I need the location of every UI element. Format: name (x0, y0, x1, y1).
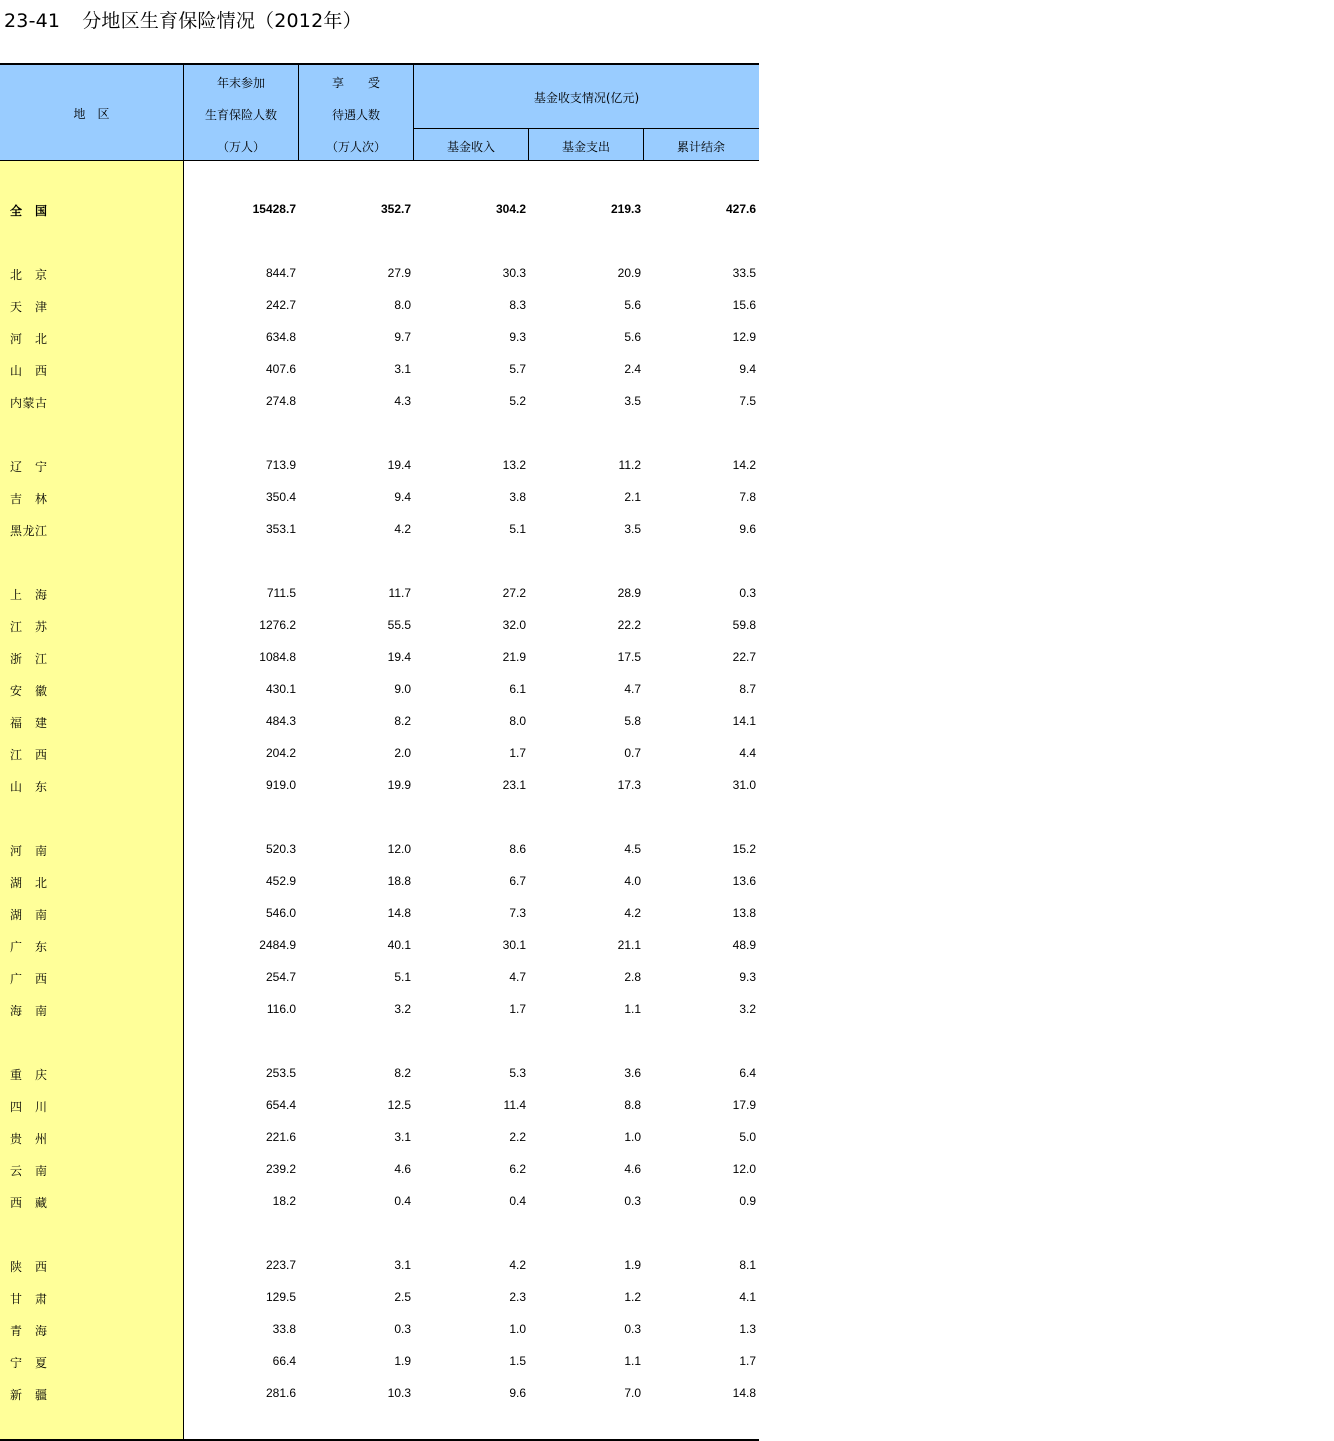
table-row (0, 648, 759, 668)
balance-cell: 14.1 (732, 714, 756, 728)
expense-cell: 4.2 (624, 906, 641, 920)
insured-cell: 15428.7 (252, 202, 296, 216)
income-cell: 304.2 (495, 202, 526, 216)
expense-cell: 5.6 (624, 330, 641, 344)
table-row (0, 1288, 759, 1308)
income-cell: 3.8 (509, 490, 526, 504)
table-row (0, 1160, 759, 1180)
insured-cell: 452.9 (265, 874, 296, 888)
balance-cell: 8.1 (739, 1258, 756, 1272)
balance-cell: 14.2 (732, 458, 756, 472)
region-cell: 陕 西 (10, 1260, 48, 1274)
balance-cell: 4.1 (739, 1290, 756, 1304)
region-cell: 河 北 (10, 332, 48, 346)
balance-cell: 15.6 (732, 298, 756, 312)
region-cell: 湖 南 (10, 908, 48, 922)
header-insured-line3: （万人） (216, 140, 265, 154)
table-row (0, 264, 759, 284)
region-cell: 安 徽 (10, 684, 48, 698)
header-fund-income: 基金收入 (446, 140, 495, 154)
balance-cell: 9.4 (739, 362, 756, 376)
beneficiaries-cell: 4.3 (394, 394, 411, 408)
balance-cell: 12.9 (732, 330, 756, 344)
insured-cell: 274.8 (265, 394, 296, 408)
expense-cell: 17.3 (617, 778, 641, 792)
insured-cell: 484.3 (265, 714, 296, 728)
insured-cell: 66.4 (272, 1354, 296, 1368)
table-row (0, 1320, 759, 1340)
insured-cell: 407.6 (265, 362, 296, 376)
balance-cell: 9.3 (739, 970, 756, 984)
header-fund-balance: 累计结余 (676, 140, 725, 154)
expense-cell: 219.3 (610, 202, 641, 216)
expense-cell: 4.6 (624, 1162, 641, 1176)
table-row (0, 680, 759, 700)
income-cell: 30.1 (502, 938, 526, 952)
region-cell: 重 庆 (10, 1068, 48, 1082)
region-cell: 浙 江 (10, 652, 48, 666)
region-cell: 福 建 (10, 716, 48, 730)
balance-cell: 12.0 (732, 1162, 756, 1176)
insured-cell: 129.5 (265, 1290, 296, 1304)
income-cell: 2.2 (509, 1130, 526, 1144)
region-cell: 山 东 (10, 780, 48, 794)
header-divider (643, 128, 644, 160)
beneficiaries-cell: 19.4 (387, 650, 411, 664)
beneficiaries-cell: 18.8 (387, 874, 411, 888)
income-cell: 8.0 (509, 714, 526, 728)
region-cell: 贵 州 (10, 1132, 48, 1146)
balance-cell: 7.5 (739, 394, 756, 408)
expense-cell: 4.0 (624, 874, 641, 888)
balance-cell: 9.6 (739, 522, 756, 536)
insured-cell: 634.8 (265, 330, 296, 344)
region-cell: 广 东 (10, 940, 48, 954)
region-column-background (0, 161, 183, 1439)
beneficiaries-cell: 12.0 (387, 842, 411, 856)
income-cell: 4.2 (509, 1258, 526, 1272)
beneficiaries-cell: 4.2 (394, 522, 411, 536)
region-cell: 北 京 (10, 268, 48, 282)
beneficiaries-cell: 8.2 (394, 714, 411, 728)
beneficiaries-cell: 3.1 (394, 362, 411, 376)
beneficiaries-cell: 3.2 (394, 1002, 411, 1016)
income-cell: 6.7 (509, 874, 526, 888)
region-cell: 全 国 (10, 204, 48, 218)
beneficiaries-cell: 1.9 (394, 1354, 411, 1368)
balance-cell: 13.6 (732, 874, 756, 888)
table-row (0, 584, 759, 604)
region-cell: 江 苏 (10, 620, 48, 634)
table-row (0, 296, 759, 316)
table-row (0, 712, 759, 732)
balance-cell: 17.9 (732, 1098, 756, 1112)
balance-cell: 427.6 (725, 202, 756, 216)
header-fund-expense: 基金支出 (561, 140, 610, 154)
header-beneficiaries-line1: 享 受 (331, 76, 380, 90)
region-cell: 湖 北 (10, 876, 48, 890)
header-divider (413, 65, 414, 160)
region-cell: 上 海 (10, 588, 48, 602)
beneficiaries-cell: 5.1 (394, 970, 411, 984)
region-cell: 山 西 (10, 364, 48, 378)
table-row (0, 840, 759, 860)
beneficiaries-cell: 55.5 (387, 618, 411, 632)
income-cell: 5.7 (509, 362, 526, 376)
header-insured-line1: 年末参加 (216, 76, 265, 90)
header-fund-group: 基金收支情况(亿元) (533, 91, 640, 105)
income-cell: 13.2 (502, 458, 526, 472)
expense-cell: 20.9 (617, 266, 641, 280)
insured-cell: 254.7 (265, 970, 296, 984)
region-cell: 河 南 (10, 844, 48, 858)
balance-cell: 6.4 (739, 1066, 756, 1080)
region-column-divider (183, 161, 184, 1439)
beneficiaries-cell: 0.4 (394, 1194, 411, 1208)
region-cell: 江 西 (10, 748, 48, 762)
balance-cell: 14.8 (732, 1386, 756, 1400)
insured-cell: 223.7 (265, 1258, 296, 1272)
beneficiaries-cell: 2.5 (394, 1290, 411, 1304)
expense-cell: 5.6 (624, 298, 641, 312)
beneficiaries-cell: 3.1 (394, 1258, 411, 1272)
table-row (0, 1000, 759, 1020)
expense-cell: 3.5 (624, 394, 641, 408)
expense-cell: 0.3 (624, 1194, 641, 1208)
income-cell: 7.3 (509, 906, 526, 920)
expense-cell: 21.1 (617, 938, 641, 952)
income-cell: 6.2 (509, 1162, 526, 1176)
header-divider (183, 65, 184, 160)
income-cell: 30.3 (502, 266, 526, 280)
insured-cell: 654.4 (265, 1098, 296, 1112)
table-row (0, 1384, 759, 1404)
income-cell: 27.2 (502, 586, 526, 600)
table-row (0, 968, 759, 988)
insured-cell: 33.8 (272, 1322, 296, 1336)
income-cell: 11.4 (503, 1098, 526, 1112)
table-row (0, 904, 759, 924)
table-title: 分地区生育保险情况（2012年） (82, 10, 362, 32)
table-row (0, 456, 759, 476)
expense-cell: 11.2 (618, 458, 641, 472)
balance-cell: 8.7 (739, 682, 756, 696)
beneficiaries-cell: 27.9 (387, 266, 411, 280)
table-row (0, 1352, 759, 1372)
beneficiaries-cell: 9.4 (394, 490, 411, 504)
expense-cell: 3.5 (624, 522, 641, 536)
header-beneficiaries-line2: 待遇人数 (331, 108, 380, 122)
beneficiaries-cell: 40.1 (387, 938, 411, 952)
balance-cell: 15.2 (732, 842, 756, 856)
region-cell: 青 海 (10, 1324, 48, 1338)
income-cell: 2.3 (509, 1290, 526, 1304)
table-row (0, 1256, 759, 1276)
insured-cell: 546.0 (265, 906, 296, 920)
header-divider (528, 128, 529, 160)
balance-cell: 0.3 (739, 586, 756, 600)
table-row (0, 616, 759, 636)
income-cell: 1.5 (509, 1354, 526, 1368)
income-cell: 6.1 (509, 682, 526, 696)
income-cell: 1.7 (509, 1002, 526, 1016)
insured-cell: 350.4 (265, 490, 296, 504)
table-row (0, 200, 759, 220)
income-cell: 5.1 (509, 522, 526, 536)
region-cell: 四 川 (10, 1100, 48, 1114)
expense-cell: 22.2 (617, 618, 641, 632)
header-insured-line2: 生育保险人数 (204, 108, 277, 122)
insured-cell: 253.5 (265, 1066, 296, 1080)
table-number: 23-41 (4, 10, 61, 32)
income-cell: 5.2 (509, 394, 526, 408)
income-cell: 1.0 (509, 1322, 526, 1336)
expense-cell: 1.9 (624, 1258, 641, 1272)
table-row (0, 744, 759, 764)
beneficiaries-cell: 12.5 (387, 1098, 411, 1112)
region-cell: 辽 宁 (10, 460, 48, 474)
income-cell: 1.7 (509, 746, 526, 760)
table-row (0, 1096, 759, 1116)
insured-cell: 430.1 (265, 682, 296, 696)
beneficiaries-cell: 3.1 (394, 1130, 411, 1144)
balance-cell: 4.4 (739, 746, 756, 760)
insured-cell: 239.2 (265, 1162, 296, 1176)
insured-cell: 520.3 (265, 842, 296, 856)
expense-cell: 4.5 (624, 842, 641, 856)
insured-cell: 281.6 (265, 1386, 296, 1400)
beneficiaries-cell: 10.3 (387, 1386, 411, 1400)
balance-cell: 1.7 (739, 1354, 756, 1368)
region-cell: 甘 肃 (10, 1292, 48, 1306)
income-cell: 8.6 (509, 842, 526, 856)
region-cell: 海 南 (10, 1004, 48, 1018)
insured-cell: 242.7 (265, 298, 296, 312)
insured-cell: 1084.8 (259, 650, 296, 664)
insured-cell: 711.5 (266, 586, 296, 600)
region-cell: 吉 林 (10, 492, 48, 506)
table-row (0, 872, 759, 892)
expense-cell: 17.5 (617, 650, 641, 664)
balance-cell: 7.8 (739, 490, 756, 504)
region-cell: 广 西 (10, 972, 48, 986)
data-table (0, 63, 759, 1441)
expense-cell: 1.1 (624, 1002, 641, 1016)
region-cell: 宁 夏 (10, 1356, 48, 1370)
header-beneficiaries-line3: （万人次） (325, 140, 386, 154)
header-divider (298, 65, 299, 160)
table-row (0, 1064, 759, 1084)
expense-cell: 0.3 (624, 1322, 641, 1336)
expense-cell: 2.4 (624, 362, 641, 376)
table-row (0, 1192, 759, 1212)
table-row (0, 328, 759, 348)
insured-cell: 18.2 (272, 1194, 296, 1208)
table-row (0, 1128, 759, 1148)
income-cell: 8.3 (509, 298, 526, 312)
beneficiaries-cell: 352.7 (380, 202, 411, 216)
expense-cell: 7.0 (624, 1386, 641, 1400)
income-cell: 0.4 (509, 1194, 526, 1208)
expense-cell: 1.0 (624, 1130, 641, 1144)
balance-cell: 1.3 (739, 1322, 756, 1336)
table-header (0, 65, 759, 160)
beneficiaries-cell: 9.7 (394, 330, 411, 344)
income-cell: 5.3 (509, 1066, 526, 1080)
income-cell: 21.9 (502, 650, 526, 664)
expense-cell: 8.8 (624, 1098, 641, 1112)
balance-cell: 31.0 (732, 778, 756, 792)
balance-cell: 33.5 (732, 266, 756, 280)
insured-cell: 221.6 (265, 1130, 296, 1144)
income-cell: 23.1 (502, 778, 526, 792)
expense-cell: 0.7 (624, 746, 641, 760)
insured-cell: 844.7 (265, 266, 296, 280)
insured-cell: 713.9 (265, 458, 296, 472)
region-cell: 内蒙古 (10, 396, 48, 410)
table-row (0, 776, 759, 796)
expense-cell: 3.6 (624, 1066, 641, 1080)
balance-cell: 5.0 (739, 1130, 756, 1144)
region-cell: 云 南 (10, 1164, 48, 1178)
beneficiaries-cell: 4.6 (394, 1162, 411, 1176)
income-cell: 4.7 (509, 970, 526, 984)
expense-cell: 28.9 (617, 586, 641, 600)
expense-cell: 1.1 (624, 1354, 641, 1368)
expense-cell: 2.8 (624, 970, 641, 984)
income-cell: 32.0 (502, 618, 526, 632)
beneficiaries-cell: 8.0 (394, 298, 411, 312)
beneficiaries-cell: 14.8 (387, 906, 411, 920)
insured-cell: 116.0 (266, 1002, 296, 1016)
expense-cell: 4.7 (624, 682, 641, 696)
insured-cell: 353.1 (265, 522, 296, 536)
balance-cell: 59.8 (732, 618, 756, 632)
beneficiaries-cell: 19.4 (387, 458, 411, 472)
income-cell: 9.3 (509, 330, 526, 344)
beneficiaries-cell: 8.2 (394, 1066, 411, 1080)
insured-cell: 1276.2 (259, 618, 296, 632)
header-region: 地 区 (73, 107, 110, 121)
region-cell: 西 藏 (10, 1196, 48, 1210)
expense-cell: 1.2 (624, 1290, 641, 1304)
insured-cell: 2484.9 (259, 938, 296, 952)
balance-cell: 13.8 (732, 906, 756, 920)
insured-cell: 919.0 (265, 778, 296, 792)
table-row (0, 488, 759, 508)
balance-cell: 3.2 (739, 1002, 756, 1016)
balance-cell: 48.9 (732, 938, 756, 952)
table-row (0, 360, 759, 380)
beneficiaries-cell: 2.0 (394, 746, 411, 760)
income-cell: 9.6 (509, 1386, 526, 1400)
table-row (0, 392, 759, 412)
expense-cell: 2.1 (624, 490, 641, 504)
balance-cell: 0.9 (739, 1194, 756, 1208)
table-row (0, 936, 759, 956)
insured-cell: 204.2 (265, 746, 296, 760)
header-subdivider (413, 128, 759, 129)
expense-cell: 5.8 (624, 714, 641, 728)
region-cell: 黑龙江 (10, 524, 48, 538)
region-cell: 天 津 (10, 300, 48, 314)
beneficiaries-cell: 11.7 (388, 586, 411, 600)
beneficiaries-cell: 0.3 (394, 1322, 411, 1336)
region-cell: 新 疆 (10, 1388, 48, 1402)
balance-cell: 22.7 (732, 650, 756, 664)
table-row (0, 520, 759, 540)
beneficiaries-cell: 19.9 (387, 778, 411, 792)
page-title (4, 6, 362, 33)
beneficiaries-cell: 9.0 (394, 682, 411, 696)
